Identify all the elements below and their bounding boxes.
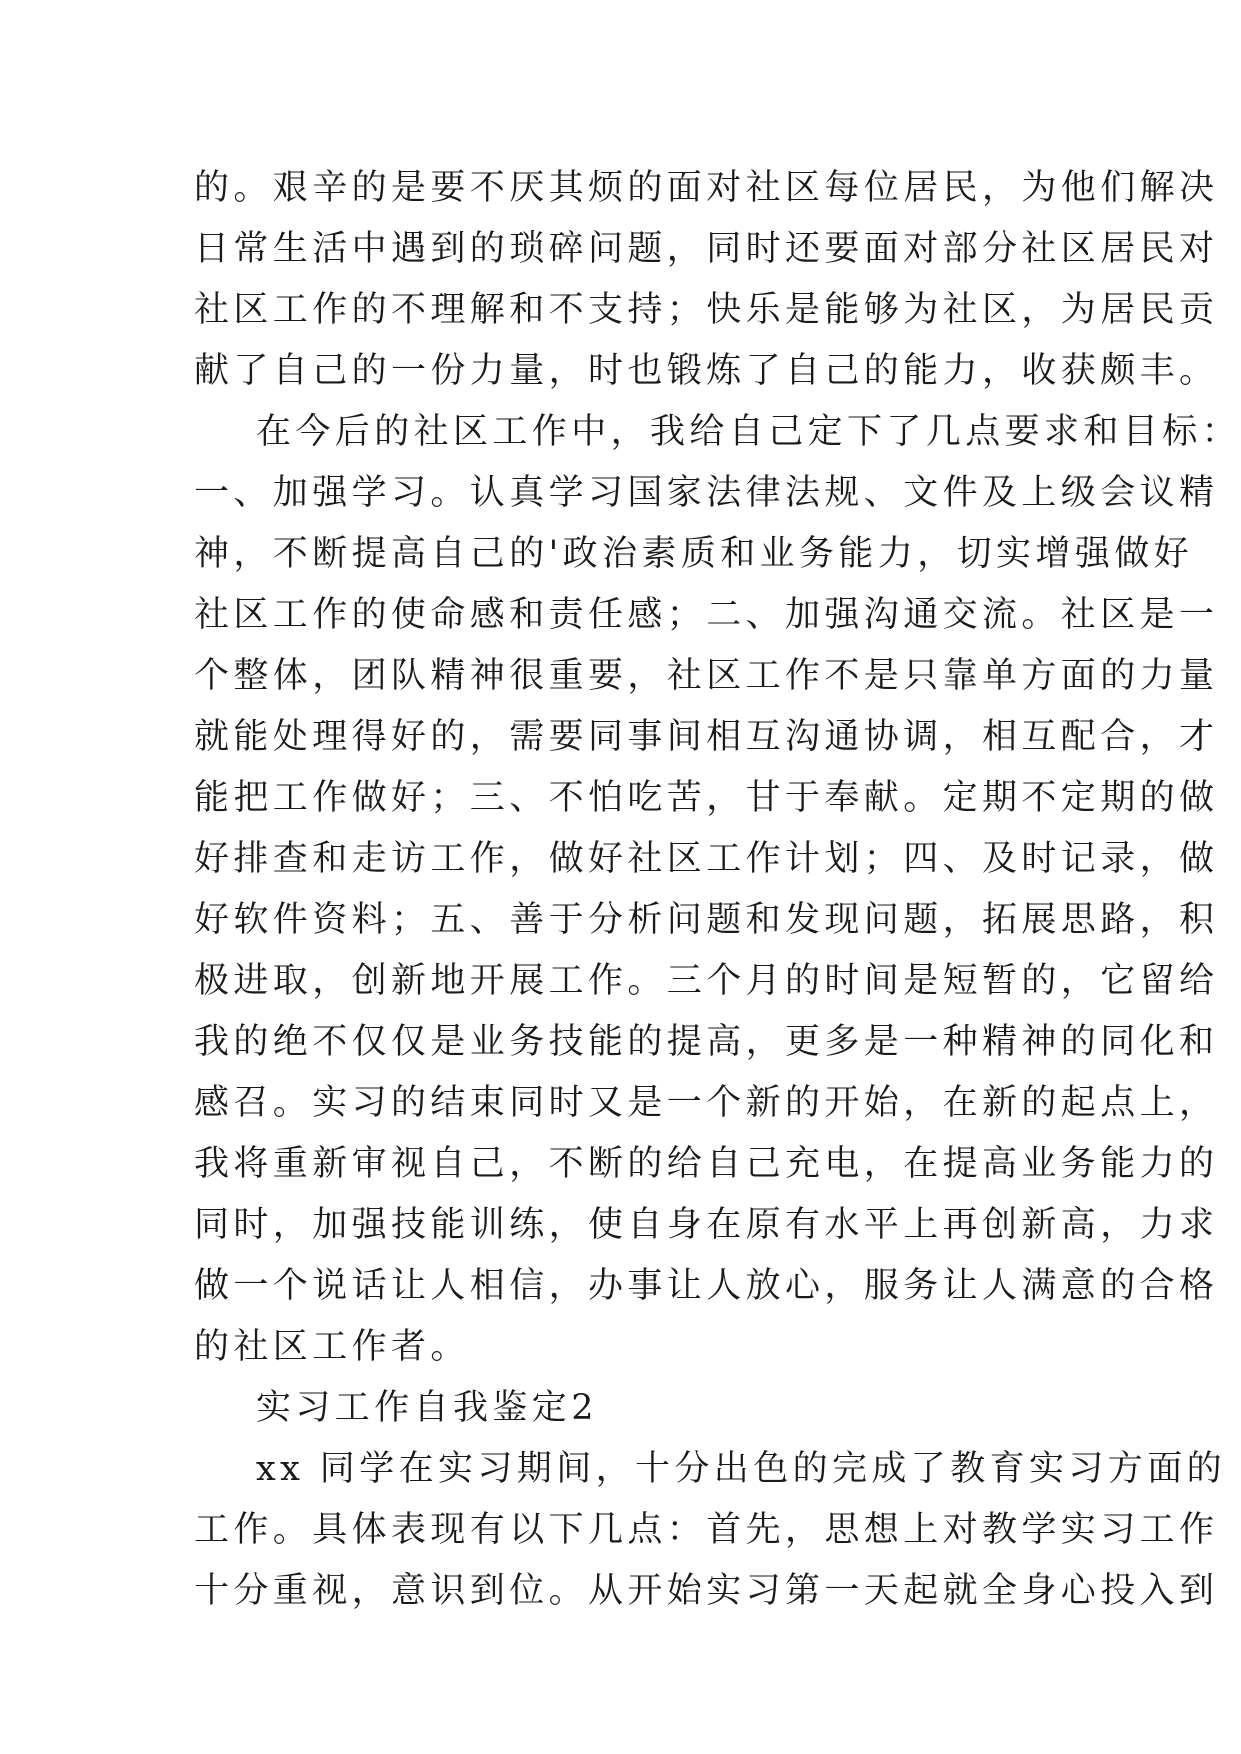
body-line: 我的绝不仅仅是业务技能的提高，更多是一种精神的同化和	[194, 1022, 1219, 1062]
body-line: 做一个说话让人相信，办事让人放心，服务让人满意的合格	[194, 1266, 1219, 1306]
body-line: 能把工作做好；三、不怕吃苦，甘于奉献。定期不定期的做	[194, 778, 1219, 818]
paragraph-start-line: 在今后的社区工作中，我给自己定下了几点要求和目标：	[256, 412, 1241, 452]
section-heading: 实习工作自我鉴定2	[256, 1388, 598, 1428]
document-body	[194, 158, 1241, 1622]
body-line: 极进取，创新地开展工作。三个月的时间是短暂的，它留给	[194, 961, 1219, 1001]
body-line: 就能处理得好的，需要同事间相互沟通协调，相互配合，才	[194, 717, 1219, 757]
body-line: 感召。实习的结束同时又是一个新的开始，在新的起点上，	[194, 1083, 1219, 1123]
body-line: 的社区工作者。	[194, 1327, 470, 1367]
body-line: 社区工作的使命感和责任感；二、加强沟通交流。社区是一	[194, 595, 1219, 635]
body-line: 好软件资料；五、善于分析问题和发现问题，拓展思路，积	[194, 900, 1219, 940]
body-line: 同时，加强技能训练，使自身在原有水平上再创新高，力求	[194, 1205, 1219, 1245]
body-line: 十分重视，意识到位。从开始实习第一天起就全身心投入到	[194, 1571, 1219, 1611]
paragraph-start-line: xx 同学在实习期间，十分出色的完成了教育实习方面的	[256, 1449, 1227, 1489]
body-line: 献了自己的一份力量，时也锻炼了自己的能力，收获颇丰。	[194, 351, 1219, 391]
body-line: 神，不断提高自己的'政治素质和业务能力，切实增强做好	[194, 534, 1194, 574]
body-line: 我将重新审视自己，不断的给自己充电，在提高业务能力的	[194, 1144, 1219, 1184]
body-line: 的。艰辛的是要不厌其烦的面对社区每位居民，为他们解决	[194, 168, 1219, 208]
body-line: 好排查和走访工作，做好社区工作计划；四、及时记录，做	[194, 839, 1219, 879]
body-line: 社区工作的不理解和不支持；快乐是能够为社区，为居民贡	[194, 290, 1219, 330]
body-line: 日常生活中遇到的琐碎问题，同时还要面对部分社区居民对	[194, 229, 1219, 269]
body-line: 个整体，团队精神很重要，社区工作不是只靠单方面的力量	[194, 656, 1219, 696]
body-line: 工作。具体表现有以下几点：首先，思想上对教学实习工作	[194, 1510, 1219, 1550]
body-line: 一、加强学习。认真学习国家法律法规、文件及上级会议精	[194, 473, 1219, 513]
